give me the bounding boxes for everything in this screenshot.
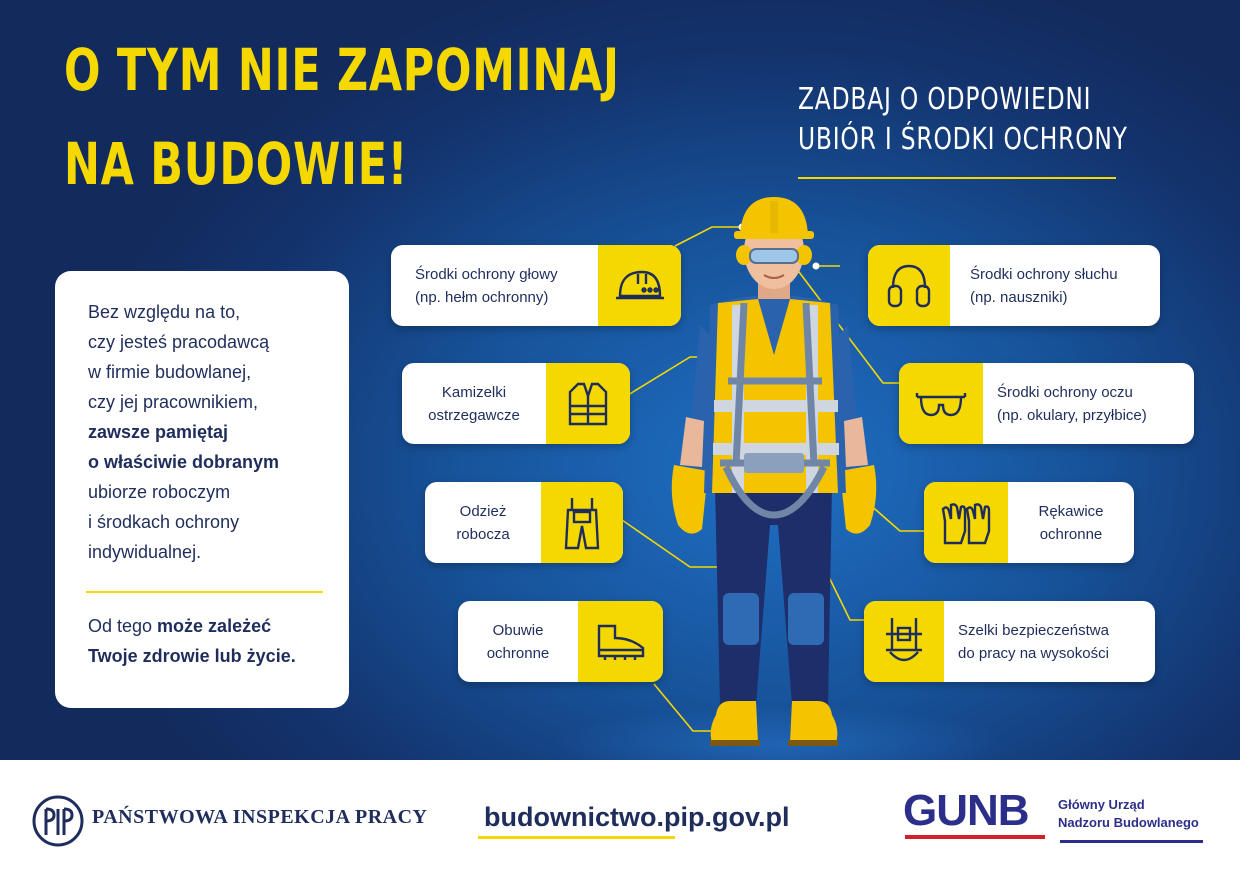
earmuffs-icon (868, 245, 950, 326)
card-sublabel: ochronne (1039, 525, 1103, 543)
card-sublabel: robocza (456, 525, 510, 543)
info-footer-bold: może zależeć (157, 616, 272, 636)
card-text (958, 601, 1155, 682)
info-footer-bold-2: Twoje zdrowie lub życie. (88, 646, 296, 666)
subtitle-line-2: UBIÓR I ŚRODKI OCHRONY (798, 122, 1128, 157)
card-sublabel: ochronne (486, 644, 550, 662)
card-protective-gloves (924, 482, 1134, 563)
helmet-icon (598, 245, 681, 326)
gunb-red-line (905, 835, 1045, 839)
card-sublabel: (np. okulary, przyłbice) (997, 406, 1147, 424)
card-work-clothes (425, 482, 623, 563)
info-line: czy jesteś pracodawcą (88, 332, 270, 352)
card-protective-footwear (458, 601, 663, 682)
info-line: indywidualnej. (88, 542, 202, 562)
card-label: Rękawice (1038, 502, 1104, 520)
gunb-name (1058, 796, 1199, 832)
boot-icon (578, 601, 663, 682)
website-url[interactable]: budownictwo.pip.gov.pl (484, 802, 790, 832)
vest-icon (546, 363, 630, 444)
card-text (458, 601, 578, 682)
gunb-logo: GUNB (903, 786, 1029, 835)
card-label: Kamizelki (441, 383, 507, 401)
card-label: Obuwie (492, 621, 544, 639)
info-line: w firmie budowlanej, (88, 362, 252, 382)
headline-line-2: NA BUDOWIE! (64, 130, 409, 198)
info-line: czy jej pracownikiem, (88, 392, 259, 412)
card-text (402, 363, 546, 444)
goggles-icon (899, 363, 983, 444)
info-bold-line: zawsze pamiętaj (88, 422, 229, 442)
harness-icon (864, 601, 944, 682)
card-label: Środki ochrony głowy (415, 265, 558, 283)
pip-name: PAŃSTWOWA INSPEKCJA PRACY (92, 806, 428, 828)
card-safety-harness (864, 601, 1155, 682)
info-line: i środkach ochrony (88, 512, 240, 532)
card-text (415, 245, 595, 326)
card-sublabel: (np. nauszniki) (970, 288, 1068, 306)
gunb-blue-line (1060, 840, 1203, 843)
card-text (425, 482, 541, 563)
gunb-name-line-1: Główny Urząd (1058, 797, 1145, 812)
card-hearing-protection (868, 245, 1160, 326)
card-head-protection (391, 245, 681, 326)
card-sublabel: ostrzegawcze (428, 406, 520, 424)
construction-worker-illustration (660, 195, 890, 755)
card-label: Szelki bezpieczeństwa (958, 621, 1109, 639)
info-footer-prefix: Od tego (88, 616, 158, 636)
card-label: Odzież (459, 502, 507, 520)
card-sublabel: (np. hełm ochronny) (415, 288, 549, 306)
overalls-icon (541, 482, 623, 563)
card-sublabel: do pracy na wysokości (958, 644, 1109, 662)
gunb-name-line-2: Nadzoru Budowlanego (1058, 815, 1199, 830)
card-text (1008, 482, 1134, 563)
card-warning-vests (402, 363, 630, 444)
card-label: Środki ochrony oczu (997, 383, 1133, 401)
card-text (997, 363, 1194, 444)
card-label: Środki ochrony słuchu (970, 265, 1118, 283)
gloves-icon (924, 482, 1008, 563)
info-line: Bez względu na to, (88, 302, 241, 322)
headline-line-1: O TYM NIE ZAPOMINAJ (64, 36, 620, 104)
pip-logo-icon (32, 795, 84, 847)
info-bold-line: o właściwie dobranym (88, 452, 280, 472)
subtitle-line-1: ZADBAJ O ODPOWIEDNI (798, 82, 1092, 117)
info-line: ubiorze roboczym (88, 482, 231, 502)
card-eye-protection (899, 363, 1194, 444)
card-text (970, 245, 1160, 326)
url-underline (478, 836, 675, 839)
